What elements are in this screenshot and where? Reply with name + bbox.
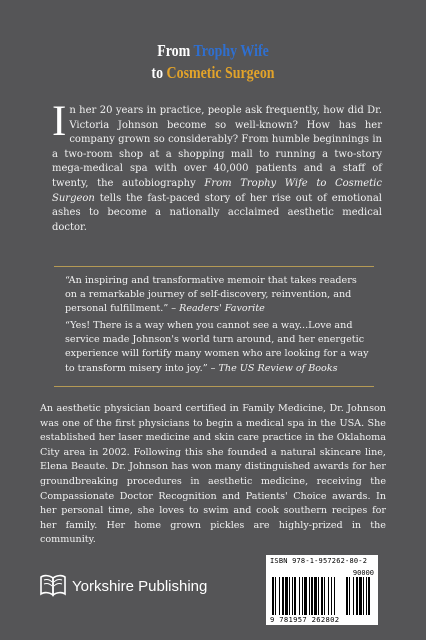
title-cosmetic-surgeon: Cosmetic Surgeon (166, 63, 275, 82)
description-text-end: tells the fast-paced story of her rise out of emotional ashes to become a nationally acclaimed aesthetic medical doctor. (52, 192, 382, 233)
title-line-2 (38, 62, 387, 84)
author-bio: An aesthetic physician board certified in Family Medicine, Dr. Johnson was one of the first physicians to begin a medical spa in the USA. She established her laser medicine and skin care practice in the Oklahoma City area in 2002. Following this she founded a natural skincare line, Elena Beaute. Dr. Johnson has won many distinguished awards for her groundbreaking procedures in aesthetic medicine, receiving the Compassionate Doctor Recognition and Patients' Choice awards. In her personal time, she loves to swim and cook southern recipes for her family. Her home grown pickles are highly-prized in the community. (40, 403, 386, 546)
description-italic-title: From Trophy Wife to Cosmetic Surgeon (52, 177, 382, 204)
title-prefix-from: From (157, 41, 194, 60)
isbn-barcode (266, 555, 378, 625)
drop-cap: I (52, 98, 67, 145)
title-trophy-wife: Trophy Wife (193, 41, 269, 60)
review-quote-1 (65, 274, 370, 317)
divider-top (54, 266, 374, 267)
barcode-digits: 9 781957 262802 (270, 615, 340, 624)
publisher-name: Yorkshire Publishing (72, 577, 208, 595)
review-quote-1-text: “An inspiring and transformative memoir that takes readers on a remarkable journey of self-discovery, reinvention, and personal fulfillment.” (65, 275, 357, 315)
description-text-start: n her 20 years in practice, people ask frequently, how did Dr. Victoria Johnson become so well-known? How has her company grown so considerably? From humble beginnings in a two-room shop at a shopping mall to running a two-story mega-medical spa with over 40,000 patients and a staff of twenty, the autobiography (52, 105, 382, 189)
book-logo-icon (40, 574, 66, 598)
review-quote-2-source: – The US Review of Books (207, 362, 338, 374)
isbn-text: ISBN 978-1-957262-80-2 (270, 557, 368, 565)
book-description (52, 98, 382, 235)
price-code: 90000 (352, 569, 374, 577)
publisher-logo (40, 574, 207, 598)
review-quote-2-text: “Yes! There is a way when you cannot see a way...Love and service made Johnson's world turn around, and her energetic experience will fortify many women who are looking for a way to transform misery into joy.” (65, 320, 369, 374)
divider-bottom (54, 386, 374, 387)
book-title (38, 40, 387, 84)
title-line-1 (38, 40, 387, 62)
review-quote-2 (65, 319, 370, 376)
title-prefix-to: to (151, 63, 167, 82)
review-quote-1-source: – Readers' Favorite (168, 303, 265, 315)
